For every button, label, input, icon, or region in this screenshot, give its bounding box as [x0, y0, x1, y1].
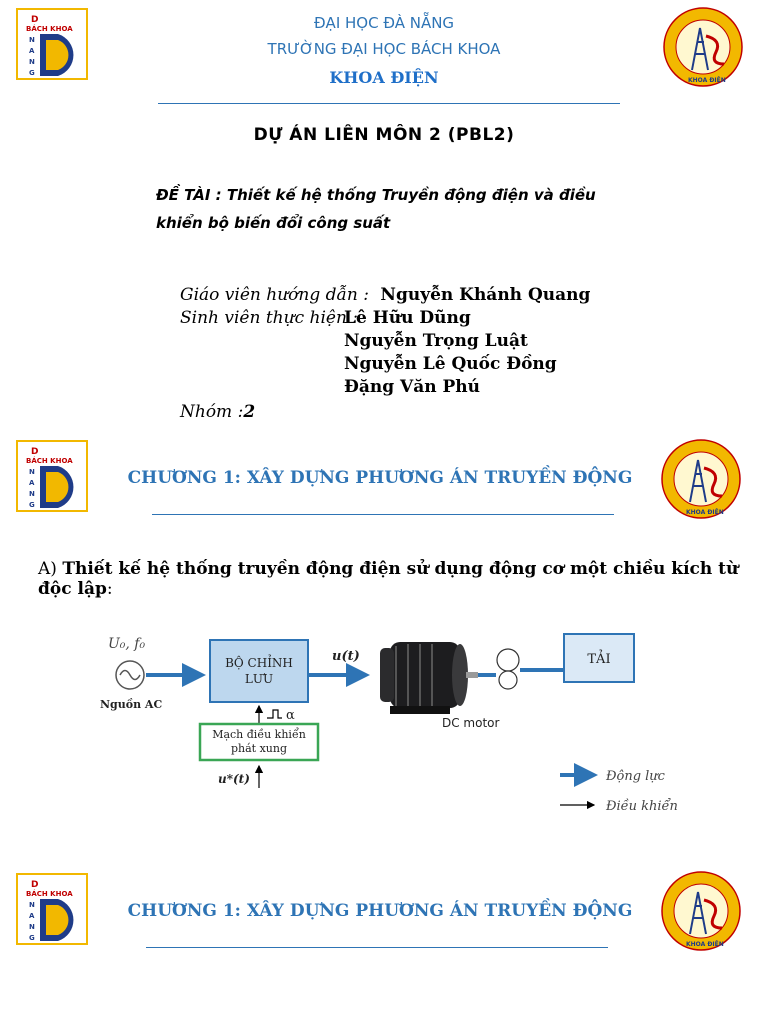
topic-line-2: khiển bộ biến đổi công suất	[156, 214, 391, 232]
svg-text:BÁCH KHOA: BÁCH KHOA	[26, 890, 73, 898]
svg-text:KHOA ĐIỆN: KHOA ĐIỆN	[688, 77, 726, 84]
khoa-dien-logo	[660, 438, 742, 520]
section-a-prefix: A)	[38, 559, 63, 579]
rectifier-label-2: LƯU	[244, 672, 274, 686]
motor-label: DC motor	[442, 716, 500, 730]
svg-text:N: N	[29, 468, 35, 476]
khoa-dien-logo	[662, 6, 744, 88]
students-label: Sinh viên thực hiện :	[180, 308, 359, 328]
svg-text:G: G	[29, 934, 35, 942]
svg-text:D: D	[31, 15, 39, 25]
svg-text:G: G	[29, 69, 35, 77]
pulse-icon	[267, 710, 282, 718]
chapter-divider	[152, 514, 614, 515]
bach-khoa-logo	[16, 873, 88, 945]
advisor-label: Giáo viên hướng dẫn :	[180, 285, 369, 305]
svg-text:D: D	[31, 880, 39, 890]
system-block-diagram	[90, 620, 690, 830]
section-a-suffix: :	[106, 579, 113, 599]
ac-source-symbol	[116, 661, 144, 689]
group-label: Nhóm :	[180, 402, 244, 422]
svg-text:N: N	[29, 490, 35, 498]
project-title: DỰ ÁN LIÊN MÔN 2 (PBL2)	[253, 125, 515, 145]
group-row	[180, 402, 255, 422]
svg-text:N: N	[29, 36, 35, 44]
svg-text:N: N	[29, 901, 35, 909]
shaft-coupling	[497, 649, 519, 689]
svg-text:BÁCH KHOA: BÁCH KHOA	[26, 457, 73, 465]
pulse-label: α	[286, 708, 295, 723]
source-label: Nguồn AC	[100, 698, 163, 711]
svg-text:A: A	[29, 47, 35, 55]
svg-text:A: A	[29, 912, 35, 920]
controller-label-1: Mạch điều khiển	[212, 728, 306, 741]
group-number: 2	[243, 402, 256, 422]
student-name: Đặng Văn Phú	[344, 377, 481, 397]
svg-text:A: A	[29, 479, 35, 487]
faculty-name: KHOA ĐIỆN	[329, 68, 439, 87]
student-name: Nguyễn Lê Quốc Đồng	[344, 354, 557, 374]
header-divider	[158, 103, 620, 104]
university-name: ĐẠI HỌC ĐÀ NẴNG	[313, 14, 455, 32]
advisor-name: Nguyễn Khánh Quang	[380, 285, 591, 305]
reference-label: u*(t)	[218, 772, 250, 786]
svg-text:N: N	[29, 58, 35, 66]
svg-text:G: G	[29, 501, 35, 509]
topic-line-1: ĐỀ TÀI : Thiết kế hệ thống Truyền động điện và điều	[156, 186, 596, 204]
rectifier-block	[210, 640, 308, 702]
output-signal-label: u(t)	[332, 649, 360, 664]
rectifier-label-1: BỘ CHỈNH	[225, 656, 293, 670]
svg-text:KHOA ĐIỆN: KHOA ĐIỆN	[686, 509, 724, 516]
chapter-divider	[146, 947, 608, 948]
svg-text:N: N	[29, 923, 35, 931]
section-a-text: Thiết kế hệ thống truyền động điện sử dụng động cơ một chiều kích từ độc lập	[38, 559, 739, 599]
school-name: TRƯỜNG ĐẠI HỌC BÁCH KHOA	[267, 40, 501, 58]
controller-label-2: phát xung	[230, 742, 288, 755]
dc-motor-image	[380, 642, 478, 714]
student-name: Lê Hữu Dũng	[344, 308, 471, 328]
chapter-title: CHƯƠNG 1: XÂY DỰNG PHƯƠNG ÁN TRUYỀN ĐỘNG	[127, 468, 633, 488]
svg-text:D: D	[31, 447, 39, 457]
chapter-title: CHƯƠNG 1: XÂY DỰNG PHƯƠNG ÁN TRUYỀN ĐỘNG	[127, 901, 633, 921]
svg-text:KHOA ĐIỆN: KHOA ĐIỆN	[686, 941, 724, 948]
khoa-dien-logo	[660, 870, 742, 952]
section-a-heading	[38, 559, 768, 599]
load-label: TẢI	[587, 652, 611, 667]
source-symbol-label: U₀, f₀	[108, 636, 146, 652]
student-name: Nguyễn Trọng Luật	[344, 331, 528, 351]
legend-power-label: Động lực	[606, 769, 665, 784]
advisor-row	[180, 285, 590, 305]
bach-khoa-logo	[16, 440, 88, 512]
svg-text:BÁCH KHOA: BÁCH KHOA	[26, 25, 73, 33]
legend-control-label: Điều khiển	[606, 799, 678, 814]
bach-khoa-logo	[16, 8, 88, 80]
